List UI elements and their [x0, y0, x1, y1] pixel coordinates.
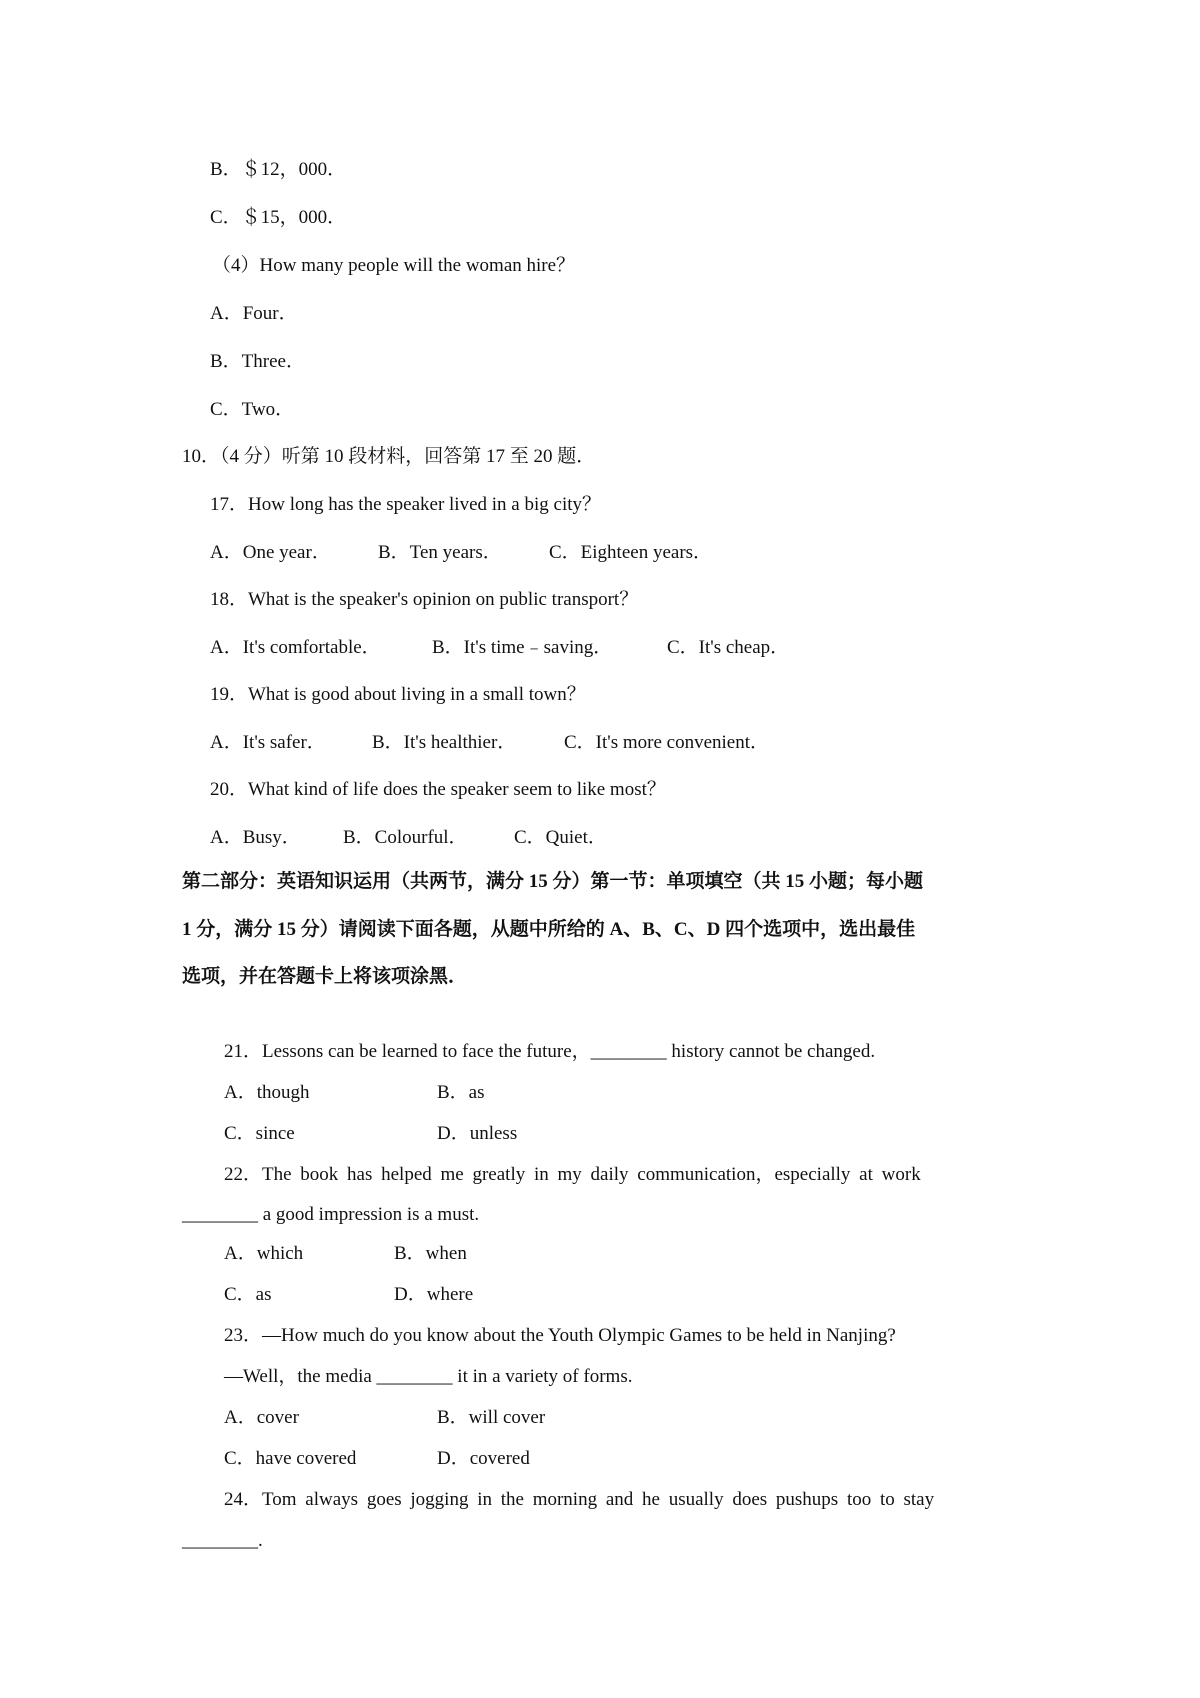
part2-heading-line3: 选项，并在答题卡上将该项涂黑． [182, 966, 468, 987]
q9-option-c: C．＄15，000． [210, 207, 347, 228]
q18-option-c: C．It's cheap． [667, 637, 790, 658]
q18-option-a: A．It's comfortable． [210, 637, 381, 658]
q21-option-b: B．as [437, 1082, 485, 1103]
q21-option-c: C．since [224, 1123, 295, 1144]
q17-stem: 17．How long has the speaker lived in a big city？ [210, 494, 602, 515]
q9-sub4-option-a: A．Four． [210, 303, 298, 324]
q17-option-c: C．Eighteen years． [549, 542, 713, 563]
part2-heading-line1: 第二部分：英语知识运用（共两节，满分 15 分）第一节：单项填空（共 15 小题；每小题 [182, 871, 924, 892]
q23-option-b: B．will cover [437, 1407, 546, 1428]
q22-stem-line1: 22．The book has helped me greatly in my daily communication，especially at work [224, 1164, 921, 1185]
q22-option-c: C．as [224, 1284, 272, 1305]
q23-stem-line2: —Well，the media ________ it in a variety of forms. [224, 1366, 633, 1387]
q22-option-a: A．which [224, 1243, 304, 1264]
q20-option-b: B．Colourful． [343, 827, 468, 848]
q20-option-a: A．Busy． [210, 827, 301, 848]
q9-option-b: B．＄12，000． [210, 159, 347, 180]
part2-heading-line2: 1 分，满分 15 分）请阅读下面各题，从题中所给的 A、B、C、D 四个选项中，选出最佳 [182, 919, 916, 940]
q19-stem: 19．What is good about living in a small town？ [210, 684, 586, 705]
q20-stem: 20．What kind of life does the speaker seem to like most？ [210, 779, 666, 800]
q24-stem-line2: ________. [182, 1530, 263, 1551]
q22-stem-line2: ________ a good impression is a must. [182, 1204, 480, 1225]
q23-option-d: D．covered [437, 1448, 530, 1469]
q23-stem-line1: 23．—How much do you know about the Youth Olympic Games to be held in Nanjing? [224, 1325, 896, 1346]
q9-sub4-stem: （4）How many people will the woman hire？ [212, 255, 576, 276]
q19-option-b: B．It's healthier． [372, 732, 517, 753]
q21-stem: 21．Lessons can be learned to face the future，________ history cannot be changed. [224, 1041, 876, 1062]
q21-option-a: A．though [224, 1082, 310, 1103]
q22-option-d: D．where [394, 1284, 474, 1305]
q19-option-c: C．It's more convenient． [564, 732, 769, 753]
q18-stem: 18．What is the speaker's opinion on public transport？ [210, 589, 639, 610]
q19-option-a: A．It's safer． [210, 732, 326, 753]
q9-sub4-option-b: B．Three． [210, 351, 305, 372]
q23-option-c: C．have covered [224, 1448, 357, 1469]
q17-option-a: A．One year． [210, 542, 331, 563]
q24-stem-line1: 24．Tom always goes jogging in the morning and he usually does pushups too to stay [224, 1489, 935, 1510]
q17-option-b: B．Ten years． [378, 542, 502, 563]
q22-option-b: B．when [394, 1243, 467, 1264]
q9-sub4-option-c: C．Two． [210, 399, 295, 420]
q20-option-c: C．Quiet． [514, 827, 607, 848]
q18-option-b: B．It's time﹣saving． [432, 637, 613, 658]
q21-option-d: D．unless [437, 1123, 518, 1144]
q10-header: 10．（4 分）听第 10 段材料，回答第 17 至 20 题． [182, 446, 596, 467]
q23-option-a: A．cover [224, 1407, 299, 1428]
